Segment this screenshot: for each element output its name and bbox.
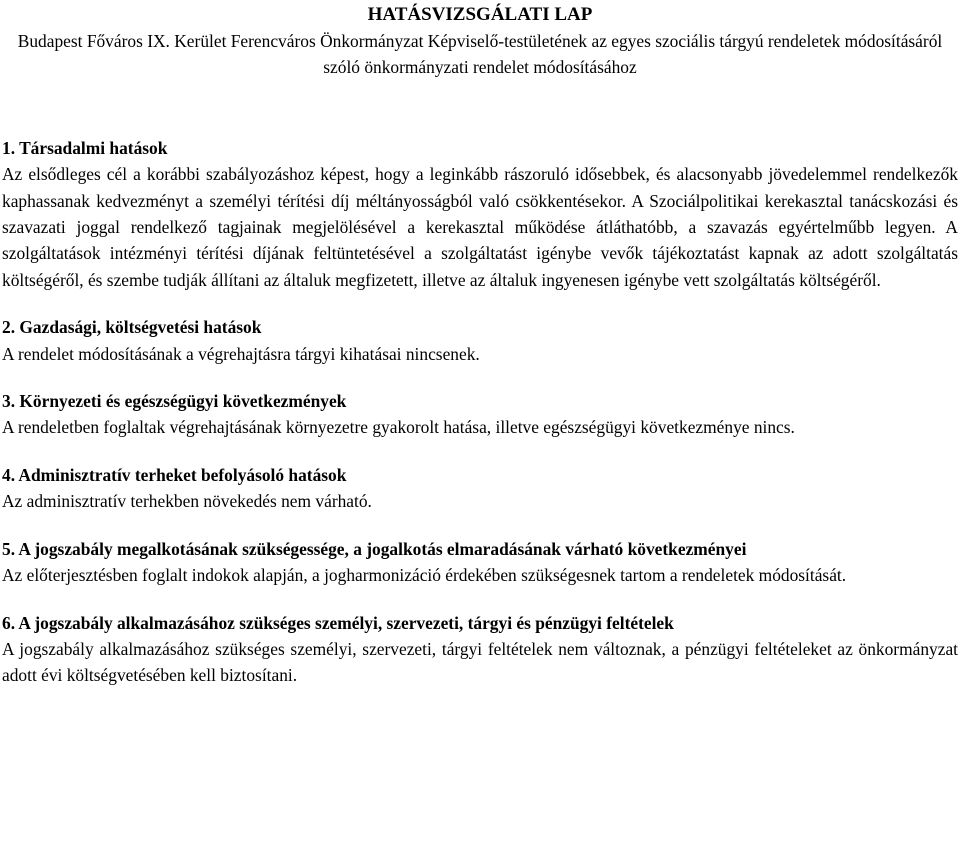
section-body: Az előterjesztésben foglalt indokok alapján, a jogharmonizáció érdekében szükségesnek tartom a rendeletek módosítását. bbox=[2, 565, 847, 586]
section-social-impacts bbox=[2, 135, 958, 293]
spacer bbox=[2, 81, 958, 135]
document-header bbox=[2, 2, 958, 81]
section-body: A rendeletben foglaltak végrehajtásának környezetre gyakorolt hatása, illetve egészségügyi következménye nincs. bbox=[2, 417, 795, 438]
section-heading: 3. Környezeti és egészségügyi következmények bbox=[2, 391, 347, 412]
document-subtitle: Budapest Főváros IX. Kerület Ferencváros Önkormányzat Képviselő-testületének az egyes szociális tárgyú rendeletek módosításáról szóló önkormányzati rendelet módosításához bbox=[17, 31, 943, 78]
section-heading: 5. A jogszabály megalkotásának szükségessége, a jogalkotás elmaradásának várható következményei bbox=[2, 538, 747, 559]
section-heading: 1. Társadalmi hatások bbox=[2, 137, 168, 158]
spacer bbox=[2, 589, 958, 610]
section-necessity bbox=[2, 536, 958, 589]
section-body: Az adminisztratív terhekben növekedés nem várható. bbox=[2, 491, 372, 512]
section-heading: 2. Gazdasági, költségvetési hatások bbox=[2, 317, 262, 338]
section-conditions bbox=[2, 610, 958, 689]
section-body: A rendelet módosításának a végrehajtásra tárgyi kihatásai nincsenek. bbox=[2, 343, 480, 364]
section-body: Az elsődleges cél a korábbi szabályozáshoz képest, hogy a leginkább rászoruló idősebbek, és alacsonyabb jövedelemmel rendelkezők kaphassanak kedvezményt a személyi térítési díj méltányosságból való csökkentésekor. A Szociálpolitikai kerekasztal tanácskozási és szavazati joggal rendelkező tagjainak megjelölésével a kerekasztal működése átláthatóbb, a szavazás egyértelműbb legyen. A szolgáltatások intézményi térítési díjának feltüntetésével a szolgáltatást igénybe vevők tájékoztatást kapnak az adott szolgáltatás költségéről, és szembe tudják állítani az általuk megfizetett, illetve az általuk ingyenesen igénybe vett szolgáltatás költségéről. bbox=[2, 164, 958, 290]
section-economic-impacts bbox=[2, 314, 958, 367]
spacer bbox=[2, 293, 958, 314]
section-heading: 6. A jogszabály alkalmazásához szükséges személyi, szervezeti, tárgyi és pénzügyi feltételek bbox=[2, 612, 674, 633]
document-page bbox=[2, 0, 958, 689]
section-environmental-health bbox=[2, 388, 958, 441]
section-administrative-burden bbox=[2, 462, 958, 515]
spacer bbox=[2, 515, 958, 536]
document-title: HATÁSVIZSGÁLATI LAP bbox=[367, 4, 593, 25]
section-heading: 4. Adminisztratív terheket befolyásoló hatások bbox=[2, 464, 347, 485]
spacer bbox=[2, 441, 958, 462]
spacer bbox=[2, 367, 958, 388]
section-body: A jogszabály alkalmazásához szükséges személyi, szervezeti, tárgyi feltételek nem változnak, a pénzügyi feltételeket az önkormányzat adott évi költségvetésében kell biztosítani. bbox=[2, 638, 958, 686]
